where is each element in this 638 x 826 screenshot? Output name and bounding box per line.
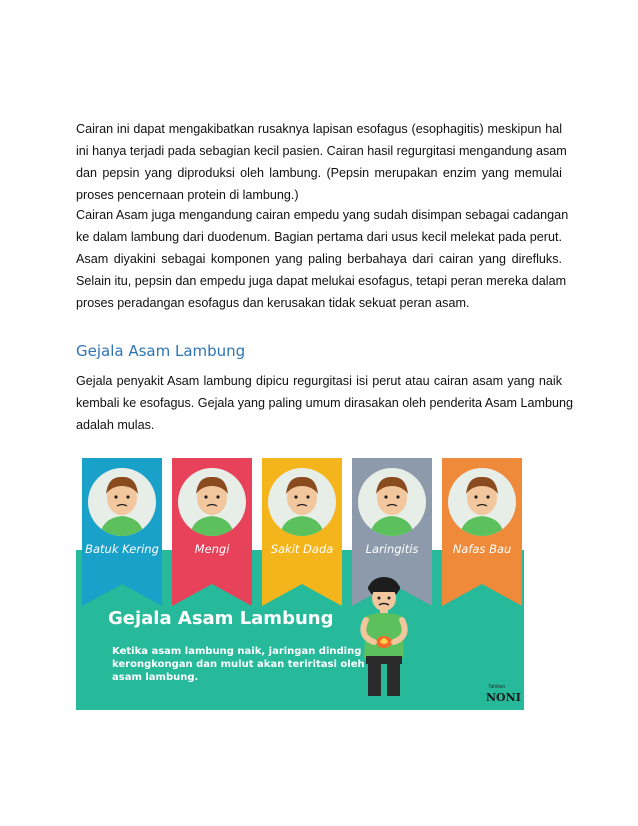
section-heading: Gejala Asam Lambung	[76, 342, 246, 360]
sore-throat-person-icon	[358, 468, 426, 536]
chest-pain-person-icon	[268, 468, 336, 536]
symptom-label: Laringitis	[365, 542, 419, 556]
text-line: Cairan Asam juga mengandung cairan empedu yang sudah disimpan sebagai cadangan	[76, 208, 569, 222]
paragraph-gejala	[76, 370, 574, 436]
text-line: proses pencernaan protein di lambung.)	[76, 188, 299, 202]
brand-tagline: Tahitian	[488, 684, 506, 690]
symptom-banner	[262, 458, 342, 606]
coughing-person-icon	[88, 468, 156, 536]
description-line: kerongkongan dan mulut akan teriritasi oleh	[112, 659, 365, 670]
text-line: ke dalam lambung dari duodenum. Bagian pertama dari usus kecil melekat pada perut.	[76, 230, 562, 244]
symptom-banner	[442, 458, 522, 606]
paragraph-cairan-asam	[76, 204, 569, 314]
text-line: ini hanya terjadi pada sebagian kecil pasien. Cairan hasil regurgitasi mengandung asam	[76, 144, 567, 158]
description-line: asam lambung.	[112, 672, 199, 683]
symptom-label: Nafas Bau	[452, 542, 512, 556]
text-line: Gejala penyakit Asam lambung dipicu regurgitasi isi perut atau cairan asam yang naik	[76, 374, 562, 388]
text-line: Cairan ini dapat mengakibatkan rusaknya lapisan esofagus (esophagitis) meskipun hal	[76, 122, 562, 136]
symptom-banner	[172, 458, 252, 606]
heartburn-person-illustration	[352, 576, 416, 700]
infographic-gejala	[76, 458, 524, 710]
infographic-title: Gejala Asam Lambung	[108, 608, 334, 629]
description-line: Ketika asam lambung naik, jaringan dinding	[112, 646, 362, 657]
brand-logo: NONI	[486, 691, 521, 704]
infographic-description	[112, 645, 365, 684]
paragraph-esofagus-damage	[76, 118, 567, 206]
symptom-label: Sakit Dada	[270, 542, 334, 556]
symptom-label: Mengi	[194, 542, 230, 556]
text-line: proses peradangan esofagus dan kerusakan tidak sekuat peran asam.	[76, 296, 470, 310]
symptom-label: Batuk Kering	[85, 542, 159, 556]
text-line: adalah mulas.	[76, 418, 155, 432]
symptom-banner	[82, 458, 162, 606]
text-line: kembali ke esofagus. Gejala yang paling umum dirasakan oleh penderita Asam Lambung	[76, 396, 574, 410]
bad-breath-person-icon	[448, 468, 516, 536]
text-line: Asam diyakini sebagai komponen yang paling berbahaya dari cairan yang direfluks.	[76, 252, 562, 266]
text-line: Selain itu, pepsin dan empedu juga dapat melukai esofagus, tetapi peran mereka dalam	[76, 274, 567, 288]
text-line: dan pepsin yang diproduksi oleh lambung. (Pepsin merupakan enzim yang memulai	[76, 166, 562, 180]
wheezing-person-icon	[178, 468, 246, 536]
